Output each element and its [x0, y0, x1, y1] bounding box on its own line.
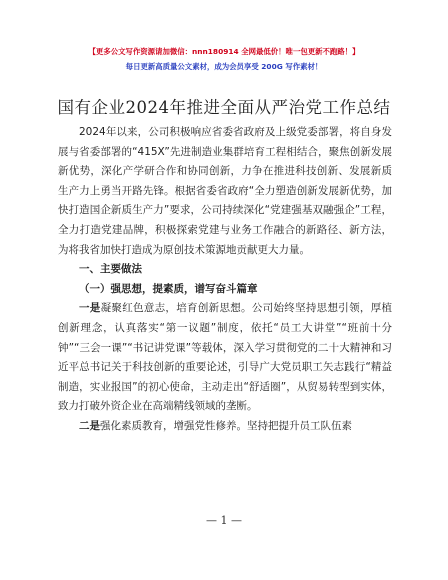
paragraph-2-lead: 二是: [79, 419, 100, 432]
page-number: — 1 —: [206, 514, 242, 527]
paragraph-2: [58, 417, 392, 437]
paragraph-1-text: 凝聚红色意志，培育创新思想。公司始终坚持思想引领，厚植创新理念，认真落实“第一议题”制度，依托“员工大讲堂”“班前十分钟”“三会一课”“书记讲党课”等载体，深入学习贯彻党的二十大精神和习近平总书记关于科技创新的重要论述，引导广大党员职工矢志践行“精益制造，实业报国”的初心使命，主动走出“舒适圈”，从贸易转型到实体，致力打破外资企业在高端精线领域的垄断。: [58, 302, 393, 413]
section-heading: 一、主要做法: [79, 263, 142, 276]
paragraph-2-text: 强化素质教育，增强党性修养。坚持把提升员工队伍素: [100, 419, 352, 432]
promo-line-1: 【更多公文写作资源请加微信：nnn180914 全网最低价！唯一包更新不跑路！】: [88, 47, 360, 56]
document-body: [58, 123, 392, 437]
document-title: 国有企业2024年推进全面从严治党工作总结: [57, 98, 391, 117]
promo-banner: [0, 46, 448, 72]
intro-paragraph: 2024年以来，公司积极响应省委省政府及上级党委部署，将自身发展与省委部署的“415X”先进制造业集群培育工程相结合，聚焦创新发展新优势，深化产学研合作和协同创新，力争在推进科技创新、发展新质生产力上勇当开路先锋。根据省委省政府“全力塑造创新发展新优势，加快打造国企新质生产力”要求，公司持续深化“党建强基双融强企”工程，全力打造党建品牌，积极探索党建与业务工作融合的新路径、新方法，为将我省加快打造成为原创技术策源地贡献更大力量。: [58, 126, 392, 256]
subsection-heading: （一）强思想，提素质，谱写奋斗篇章: [79, 282, 258, 295]
promo-line-2: 每日更新高质量公文素材，成为会员享受 200G 写作素材！: [125, 62, 323, 71]
paragraph-1: [58, 299, 392, 417]
paragraph-1-lead: 一是: [79, 302, 101, 315]
